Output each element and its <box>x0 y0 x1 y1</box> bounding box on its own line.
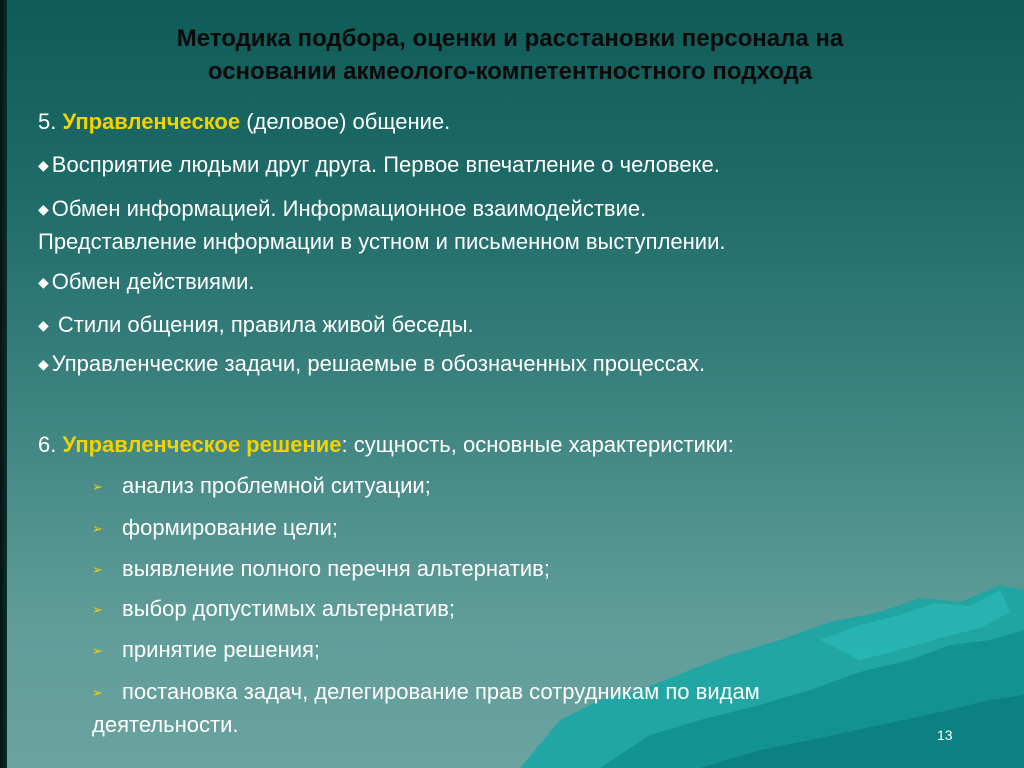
bullet-text: Стили общения, правила живой беседы. <box>51 312 474 337</box>
title-line-1: Методика подбора, оценки и расстановки персонала на <box>176 25 844 52</box>
arrow-bullet-icon: ➢ <box>92 521 103 536</box>
item-text: выбор допустимых альтернатив; <box>122 596 456 621</box>
slide-title <box>100 22 920 88</box>
item-text: выявление полного перечня альтернатив; <box>122 556 550 581</box>
bullet-continuation: Представление информации в устном и письменном выступлении. <box>38 229 726 254</box>
bullet-text: Восприятие людьми друг друга. Первое впечатление о человеке. <box>51 152 720 177</box>
bullet-text: Обмен действиями. <box>51 269 255 294</box>
list-item <box>92 472 431 501</box>
list-item <box>92 636 320 665</box>
section-5-accent: Управленческое <box>62 109 241 134</box>
section-6-heading <box>38 431 734 459</box>
list-item <box>92 678 760 707</box>
page-number: 13 <box>937 727 953 743</box>
item-text: принятие решения; <box>122 637 321 662</box>
arrow-bullet-icon: ➢ <box>92 602 103 617</box>
diamond-bullet-icon: ◆ <box>38 157 49 173</box>
item-text: анализ проблемной ситуации; <box>122 473 431 498</box>
item-text: постановка задач, делегирование прав сотрудникам по видам <box>122 679 760 704</box>
diamond-bullet-icon: ◆ <box>38 274 49 290</box>
list-item <box>38 151 720 179</box>
diamond-bullet-icon: ◆ <box>38 356 49 372</box>
section-5-number: 5. <box>38 109 63 134</box>
list-item <box>38 350 705 378</box>
section-6-number: 6. <box>38 432 63 457</box>
section-5-heading <box>38 108 450 136</box>
arrow-bullet-icon: ➢ <box>92 685 103 700</box>
diamond-bullet-icon: ◆ <box>38 201 49 217</box>
bullet-text: Обмен информацией. Информационное взаимодействие. <box>51 196 647 221</box>
arrow-bullet-icon: ➢ <box>92 643 103 658</box>
section-6-accent: Управленческое решение <box>62 432 342 457</box>
item-text: формирование цели; <box>122 515 339 540</box>
title-line-2: основании акмеолого-компетентностного подхода <box>207 58 813 85</box>
list-item <box>92 514 338 543</box>
section-5-rest: (деловое) общение. <box>240 109 451 134</box>
diamond-bullet-icon: ◆ <box>38 317 49 333</box>
list-item <box>38 195 646 223</box>
list-item <box>92 595 455 624</box>
item-continuation: деятельности. <box>92 712 239 737</box>
arrow-bullet-icon: ➢ <box>92 479 103 494</box>
bullet-text: Управленческие задачи, решаемые в обозначенных процессах. <box>51 351 706 376</box>
list-item <box>38 268 255 296</box>
arrow-bullet-icon: ➢ <box>92 562 103 577</box>
list-item <box>38 311 474 339</box>
list-item <box>92 555 550 584</box>
section-6-rest: : сущность, основные характеристики: <box>341 432 734 457</box>
